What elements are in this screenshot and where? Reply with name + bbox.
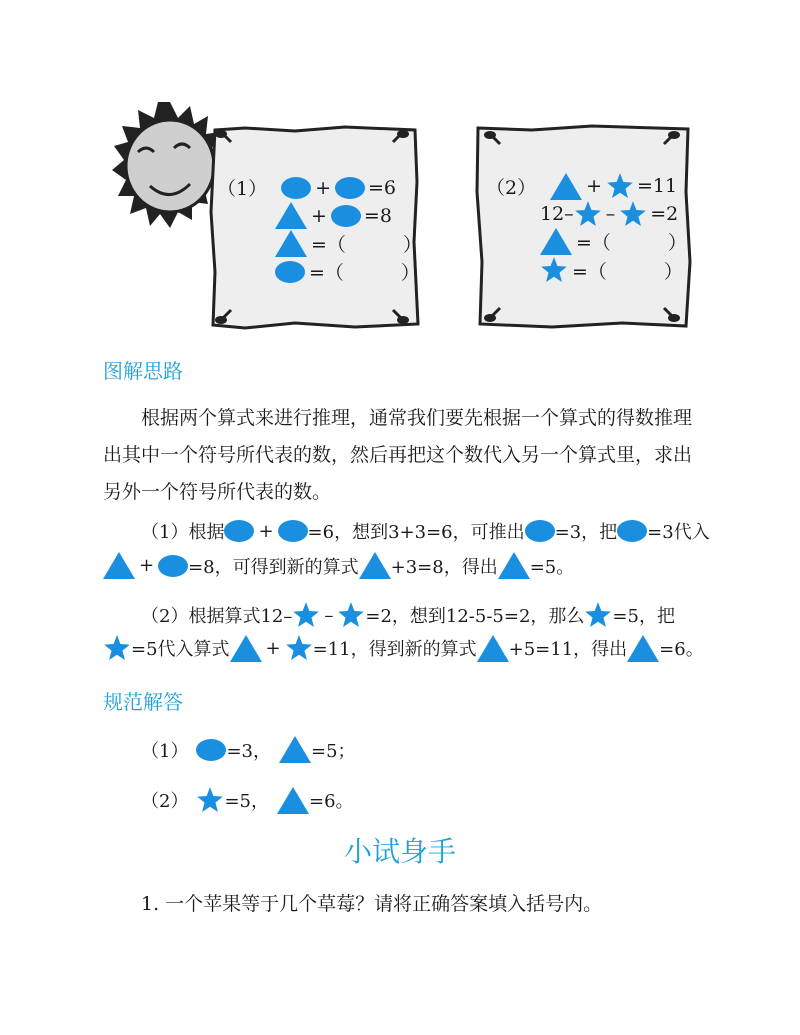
blue-star-icon bbox=[574, 200, 602, 228]
practice-title: 小试身手 bbox=[343, 835, 456, 868]
text-span: =3， bbox=[226, 740, 271, 762]
blue-circle-icon bbox=[158, 555, 188, 577]
text-span: =5，把 bbox=[612, 606, 675, 627]
blue-star-icon bbox=[606, 172, 634, 200]
blue-triangle-icon bbox=[275, 230, 307, 257]
answer-label: （1） bbox=[141, 740, 189, 762]
text-span: =2，想到12-5-5=2，那么 bbox=[365, 606, 585, 627]
text-span: =3代入 bbox=[647, 522, 710, 543]
text-span: =6，想到3+3=6，可推出 bbox=[307, 522, 525, 543]
expression-prefix: 12– bbox=[540, 203, 574, 225]
text-span: =5代入算式 bbox=[131, 639, 230, 660]
text-span: =5； bbox=[311, 740, 356, 762]
thinking-paragraph: 根据两个算式来进行推理，通常我们要先根据一个算式的得数推理出其中一个符号所代表的数，然后再把这个数代入另一个算式里，求出另外一个符号所代表的数。 bbox=[103, 407, 693, 503]
result-text: =8 bbox=[363, 204, 392, 227]
thinking-line-2b bbox=[103, 634, 704, 662]
blue-triangle-icon bbox=[627, 635, 659, 662]
text-span: =11，得到新的算式 bbox=[312, 639, 477, 660]
result-text: =6 bbox=[368, 176, 397, 199]
blue-triangle-icon bbox=[359, 552, 391, 579]
text-span: （2）根据算式12– bbox=[141, 606, 293, 627]
thinking-line-1b bbox=[103, 552, 574, 579]
blue-star-icon bbox=[619, 200, 647, 228]
blue-circle-icon bbox=[331, 205, 361, 227]
text-span: =6。 bbox=[309, 791, 354, 812]
blue-star-icon bbox=[103, 634, 131, 662]
blue-circle-icon bbox=[281, 177, 311, 199]
blue-star-icon bbox=[337, 601, 365, 629]
answer-line-2 bbox=[141, 786, 354, 814]
blue-circle-icon bbox=[525, 520, 555, 542]
text-span: =6。 bbox=[659, 639, 704, 660]
blue-star-icon bbox=[540, 256, 568, 284]
blue-triangle-icon bbox=[277, 787, 309, 814]
sun-face-icon bbox=[110, 100, 220, 230]
answer-label: （2） bbox=[141, 791, 189, 812]
text-span: =5。 bbox=[529, 556, 575, 578]
thinking-line-1a bbox=[141, 518, 710, 544]
blue-star-icon bbox=[196, 786, 224, 814]
plus-sign: + bbox=[586, 175, 603, 197]
plus-sign: + bbox=[311, 204, 327, 227]
text-span: =8，可得到新的算式 bbox=[188, 556, 359, 578]
blue-circle-icon bbox=[278, 520, 308, 542]
thinking-line-2a bbox=[141, 601, 675, 629]
blue-triangle-icon bbox=[540, 228, 572, 255]
blue-star-icon bbox=[584, 601, 612, 629]
result-text: =11 bbox=[637, 175, 678, 197]
blue-triangle-icon bbox=[279, 736, 311, 763]
puzzle-2-label: （2） bbox=[486, 176, 537, 199]
minus-sign: – bbox=[605, 203, 616, 225]
plus-sign: + bbox=[265, 637, 281, 659]
text-span: =3，把 bbox=[554, 522, 618, 543]
plus-sign: + bbox=[139, 555, 155, 576]
plus-sign: + bbox=[258, 520, 274, 542]
blue-triangle-icon bbox=[275, 202, 307, 229]
practice-question-1: 1. 一个苹果等于几个草莓？请将正确答案填入括号内。 bbox=[141, 893, 603, 915]
answer-blank: =（ ） bbox=[572, 260, 683, 283]
blue-triangle-icon bbox=[230, 635, 262, 662]
blue-triangle-icon bbox=[550, 173, 582, 200]
blue-star-icon bbox=[292, 601, 320, 629]
blue-circle-icon bbox=[617, 520, 647, 542]
blue-triangle-icon bbox=[498, 552, 530, 579]
blue-circle-icon bbox=[335, 177, 365, 199]
blue-triangle-icon bbox=[103, 552, 135, 579]
text-span: +3=8，得出 bbox=[390, 556, 498, 578]
minus-sign: – bbox=[324, 604, 334, 626]
thinking-heading: 图解思路 bbox=[103, 359, 183, 383]
blue-circle-icon bbox=[196, 739, 226, 761]
blue-triangle-icon bbox=[477, 635, 509, 662]
blue-circle-icon bbox=[224, 520, 254, 542]
answer-heading: 规范解答 bbox=[103, 690, 183, 714]
answer-line-1 bbox=[141, 736, 356, 763]
answer-blank: =（ ） bbox=[309, 262, 420, 284]
answer-blank: =（ ） bbox=[576, 232, 687, 254]
plus-sign: + bbox=[315, 176, 332, 199]
puzzle-card-1 bbox=[205, 122, 425, 332]
text-span: （1）根据 bbox=[141, 522, 225, 543]
text-span: =5， bbox=[224, 791, 269, 812]
blue-star-icon bbox=[285, 634, 313, 662]
result-text: =2 bbox=[650, 203, 679, 225]
answer-blank: =（ ） bbox=[311, 234, 422, 256]
puzzle-1-label: （1） bbox=[217, 178, 268, 200]
puzzle-card-2 bbox=[472, 122, 694, 332]
text-span: +5=11，得出 bbox=[508, 639, 628, 660]
blue-circle-icon bbox=[275, 261, 305, 283]
